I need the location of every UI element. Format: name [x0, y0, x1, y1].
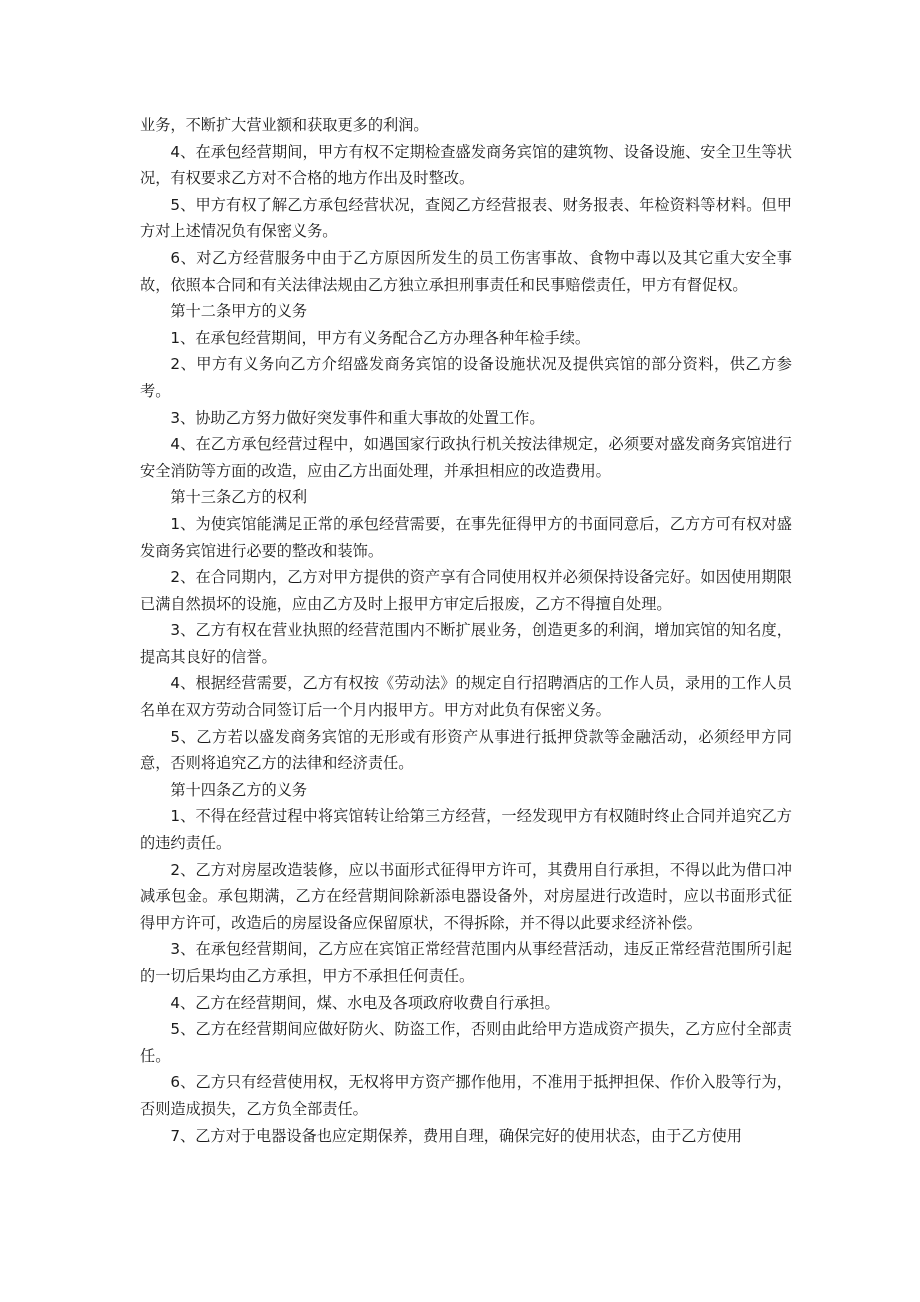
paragraph: 5、乙方若以盛发商务宾馆的无形或有形资产从事进行抵押贷款等金融活动，必须经甲方同意，否则将追究乙方的法律和经济责任。 — [140, 727, 792, 773]
paragraph: 4、在承包经营期间，甲方有权不定期检查盛发商务宾馆的建筑物、设备设施、安全卫生等状况，有权要求乙方对不合格的地方作出及时整改。 — [140, 142, 792, 188]
paragraph: 2、甲方有义务向乙方介绍盛发商务宾馆的设备设施状况及提供宾馆的部分资料，供乙方参考。 — [140, 355, 792, 400]
section-heading: 第十二条甲方的义务 — [170, 302, 308, 321]
paragraph: 5、乙方在经营期间应做好防火、防盗工作，否则由此给甲方造成资产损失，乙方应付全部责任。 — [140, 1020, 792, 1065]
section-heading: 第十四条乙方的义务 — [170, 780, 308, 799]
paragraph: 1、在承包经营期间，甲方有义务配合乙方办理各种年检手续。 — [170, 328, 591, 347]
paragraph: 2、在合同期内，乙方对甲方提供的资产享有合同使用权并必须保持设备完好。如因使用期限已满自然损坏的设施，应由乙方及时上报甲方审定后报废，乙方不得擅自处理。 — [140, 568, 792, 613]
paragraph: 6、对乙方经营服务中由于乙方原因所发生的员工伤害事故、食物中毒以及其它重大安全事故，依照本合同和有关法律法规由乙方独立承担刑事责任和民事赔偿责任，甲方有督促权。 — [140, 248, 792, 294]
paragraph: 4、在乙方承包经营过程中，如遇国家行政执行机关按法律规定，必须要对盛发商务宾馆进行安全消防等方面的改造，应由乙方出面处理，并承担相应的改造费用。 — [140, 435, 792, 480]
paragraph: 4、根据经营需要，乙方有权按《劳动法》的规定自行招聘酒店的工作人员，录用的工作人员名单在双方劳动合同签订后一个月内报甲方。甲方对此负有保密义务。 — [140, 674, 792, 720]
paragraph: 1、为使宾馆能满足正常的承包经营需要，在事先征得甲方的书面同意后，乙方方可有权对盛发商务宾馆进行必要的整改和装饰。 — [140, 514, 792, 560]
document-page — [140, 112, 792, 1149]
paragraph: 业务，不断扩大营业额和获取更多的利润。 — [140, 116, 429, 134]
paragraph: 1、不得在经营过程中将宾馆转让给第三方经营，一经发现甲方有权随时终止合同并追究乙方的违约责任。 — [140, 807, 792, 853]
paragraph: 3、在承包经营期间，乙方应在宾馆正常经营范围内从事经营活动，违反正常经营范围所引起的一切后果均由乙方承担，甲方不承担任何责任。 — [140, 940, 792, 985]
paragraph: 3、乙方有权在营业执照的经营范围内不断扩展业务，创造更多的利润，增加宾馆的知名度，提高其良好的信誉。 — [140, 621, 792, 666]
paragraph: 3、协助乙方努力做好突发事件和重大事故的处置工作。 — [170, 408, 545, 427]
paragraph: 6、乙方只有经营使用权，无权将甲方资产挪作他用，不准用于抵押担保、作价入股等行为，否则造成损失，乙方负全部责任。 — [140, 1073, 792, 1118]
paragraph: 5、甲方有权了解乙方承包经营状况，查阅乙方经营报表、财务报表、年检资料等材料。但甲方对上述情况负有保密义务。 — [140, 195, 792, 241]
paragraph: 7、乙方对于电器设备也应定期保养，费用自理，确保完好的使用状态，由于乙方使用 — [170, 1126, 742, 1145]
paragraph: 2、乙方对房屋改造装修，应以书面形式征得甲方许可，其费用自行承担，不得以此为借口冲减承包金。承包期满，乙方在经营期间除新添电器设备外，对房屋进行改造时，应以书面形式征得甲方许可，改造后的房屋设备应保留原状，不得拆除，并不得以此要求经济补偿。 — [140, 860, 792, 932]
section-heading: 第十三条乙方的权利 — [170, 488, 308, 507]
paragraph: 4、乙方在经营期间，煤、水电及各项政府收费自行承担。 — [170, 993, 560, 1012]
